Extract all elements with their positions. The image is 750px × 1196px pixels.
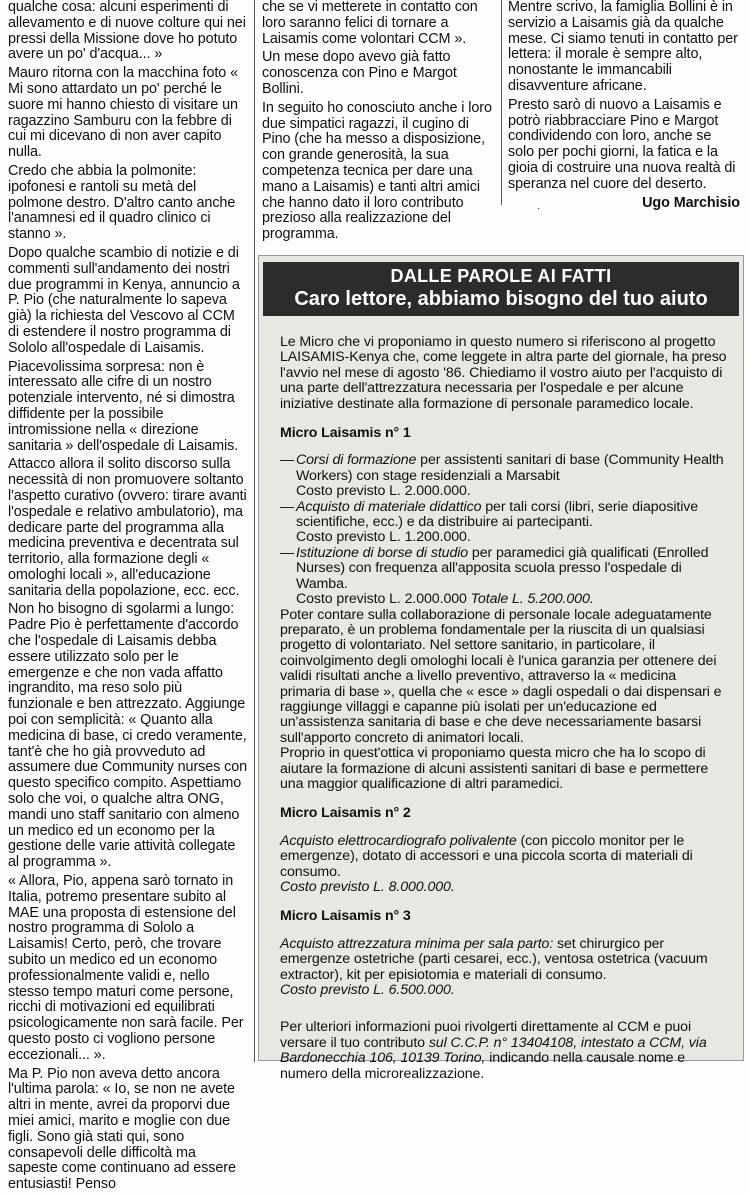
paragraph: Attacco allora il solito discorso sulla necessità di non promuovere soltanto l'aspetto curativo (ovvero: tirare avanti l'ospedale e relativo ambulatorio), ma dedicare parte del programma alla medicina preventiva e decentrata sul territorio, alla formazione degli « omologhi locali », all'educazione sanitaria della popolazione, ecc. ecc. <box>8 456 247 599</box>
micro-3-title: Micro Laisamis n° 3 <box>280 908 411 925</box>
appeal-intro: Le Micro che vi proponiamo in questo numero si riferiscono al progetto LAISAMIS-Kenya che, come leggete in altra parte del giornale, ha preso l'avvio nel mese di agosto '86. Chiediamo il vostro aiuto per l'acquisto di una parte dell'attrezzatura necessaria per l'ospedale e per alcune iniziative destinate alla formazione di personale paramedico locale. <box>280 334 727 412</box>
postal-account: sul C.C.P. n° 13404108, intestato a CCM, via Bardonecchia 106, 10139 Torino, <box>280 1034 707 1067</box>
paragraph: Mauro ritorna con la macchina foto « Mi sono attardato un po' perché le suore mi hanno chiesto di visitare un ragazzino Samburu con la febbre di cui mi dicevano di non aver capito nulla. <box>8 65 238 161</box>
item-cost: Costo previsto L. 8.000.000. <box>280 879 455 895</box>
item-text: per tali corsi (libri, serie diapositive scientifiche, ecc.) e da distribuire ai partecipanti. <box>296 498 699 531</box>
list-item <box>280 453 730 499</box>
item-name: Acquisto attrezzatura minima per sala parto: <box>280 935 554 952</box>
micro-1-paragraph: Poter contare sulla collaborazione di personale locale adeguatamente preparato, è un problema fondamentale per la riuscita di un qualsiasi progetto di volontariato. Nel settore sanitario, in particolare, il coinvolgimento degli omologhi locali è l'unica garanzia per ottenere dei validi risultati anche a livello preventivo, attraverso la « medicina primaria di base », quella che « esce » dagli ospedali o dai dispensari e raggiunge villaggi e capanne più isolati per un'educazione ed un'assistenza sanitaria di base e che deve necessariamente basarsi sull'apporto concreto di animatori locali. <box>280 606 722 746</box>
list-item <box>280 500 730 546</box>
dash: — <box>280 544 295 561</box>
paragraph: In seguito ho conosciuto anche i loro due simpatici ragazzi, il cugino di Pino (che ha messo a disposizione, con grande generosità, la sua competenza tecnica per dare una mano a Laisamis) e tanti altri amici che hanno dato il loro contributo prezioso alla realizzazione del programma. <box>262 99 492 243</box>
paragraph: Piacevolissima sorpresa: non è interessato alle cifre di un nostro potenziale intervento, né si dimostra diffidente per la possibile intromissione nella « direzione sanitaria » dell'ospedale di Laisamis. <box>8 358 239 454</box>
micro-1-total: Totale L. 5.200.000. <box>470 591 594 608</box>
author-signature: Ugo Marchisio <box>642 194 740 211</box>
paragraph: Ma P. Pio non aveva detto ancora l'ultima parola: « Io, se non ne avete altri in mente, avrei da proporvi due miei amici, marito e moglie con due figli. Sono già stati qui, sono consapevoli delle difficoltà ma sapeste come continuano ad essere entusiasti! Penso <box>8 1065 236 1193</box>
item-name: Acquisto elettrocardiografo polivalente <box>280 832 517 849</box>
micro-2-title: Micro Laisamis n° 2 <box>280 805 411 822</box>
footer-text: indicando nella causale nome e numero della microrealizzazione. <box>280 1050 686 1082</box>
paragraph: che se vi metterete in contatto con loro saranno felici di tornare a Laisamis come volontari CCM ». <box>262 0 478 47</box>
paragraph: Non ho bisogno di sgolarmi a lungo: Padre Pio è perfettamente d'accordo che l'ospedale di Laisamis debba essere utilizzato solo per le emergenze e che non vada affatto ingrandito, ma reso solo più funzionale e ben attrezzato. Aggiunge poi con semplicità: « Quanto alla medicina di base, ci credo veramente, tant'è che ho già provveduto ad assumere due Community nurses con questo specifico compito. Aspettiamo solo che voi, o qualche altra ONG, mandi uno staff sanitario con almeno un medico ed un economo per la gestione delle varie attività collegate al programma ». <box>8 601 248 871</box>
item-name: Acquisto di materiale didattico <box>296 498 482 515</box>
article-column-2 <box>262 0 494 246</box>
paragraph: Mentre scrivo, la famiglia Bollini è in servizio a Laisamis già da qualche mese. Ci siamo tenuti in contatto per lettera: il morale è sempre alto, nonostante le immancabili disavventure africane. <box>508 0 738 94</box>
list-item <box>280 546 730 608</box>
paragraph: « Allora, Pio, appena sarò tornato in Italia, potremo presentare subito al MAE una proposta di estensione del nostro programma di Sololo a Laisamis! Certo, però, che trovare subito un medico ed un economo professionalmente validi e, nello stesso tempo maturi come persone, ricchi di motivazioni ed equilibrati psicologicamente non sarà facile. Per questo posto ci vogliono persone eccezionali... ». <box>8 873 244 1063</box>
dash: — <box>280 452 295 469</box>
speck: · <box>537 203 541 214</box>
item-cost: Costo previsto L. 6.500.000. <box>280 982 455 999</box>
item-cost: Costo previsto L. 2.000.000 <box>296 591 467 608</box>
appeal-body <box>280 335 730 1082</box>
item-name: Istituzione di borse di studio <box>296 544 469 561</box>
paragraph: Credo che abbia la polmonite: ipofonesi e rantoli su metà del polmone destro. D'altro canto anche l'anamnesi ed il quadro clinico ci stanno ». <box>8 162 236 243</box>
paragraph: qualche cosa: alcuni esperimenti di allevamento e di nuove colture qui nei pressi della Missione dove ho potuto avere un po' d'acqua... » <box>8 0 246 63</box>
item-text: set chirurgico per emergenze ostetriche (parti cesarei, ecc.), ventosa ostetrica (vacuum extractor), kit per episiotomia e materiali di consumo. <box>280 935 708 983</box>
micro-1-title: Micro Laisamis n° 1 <box>280 425 411 442</box>
item-name: Corsi di formazione <box>296 452 417 469</box>
appeal-kicker: DALLE PAROLE AI FATTI <box>390 266 612 286</box>
appeal-header <box>263 262 739 316</box>
paragraph: Presto sarò di nuovo a Laisamis e potrò riabbracciare Pino e Margot condividendo con loro, anche se solo per pochi giorni, la fatica e la gioia di costruire una nuova realtà di speranza nel cuore del deserto. <box>508 96 736 192</box>
item-text: per assistenti sanitari di base (Community Health Workers) con stage residenziali a Marsabit <box>296 452 724 484</box>
micro-1-paragraph: Proprio in quest'ottica vi proponiamo questa micro che ha lo scopo di aiutare la formazione di alcuni assistenti sanitari di base e permettere una maggior qualificazione di altri paramedici. <box>280 745 709 792</box>
item-cost: Costo previsto L. 1.200.000. <box>296 529 471 546</box>
paragraph: Un mese dopo avevo già fatto conoscenza con Pino e Margot Bollini. <box>262 49 457 97</box>
dash: — <box>280 498 295 515</box>
column-rule <box>254 0 255 1062</box>
item-text: (con piccolo monitor per le emergenze), dotato di accessori e una piccola scorta di materiali di consumo. <box>280 832 693 880</box>
paragraph: Dopo qualche scambio di notizie e di commenti sull'andamento dei nostri due programmi in Kenya, annuncio a P. Pio (che naturalmente lo sapeva già) la richiesta del Vescovo al CCM di estendere il nostro programma di Sololo all'ospedale di Laisamis. <box>8 244 240 356</box>
appeal-headline: Caro lettore, abbiamo bisogno del tuo aiuto <box>294 288 708 310</box>
article-column-3 <box>508 0 740 211</box>
item-cost: Costo previsto L. 2.000.000. <box>296 483 471 500</box>
micro-3-description <box>280 937 730 999</box>
article-column-1 <box>8 0 248 1196</box>
micro-2-description <box>280 834 730 896</box>
item-text: per paramedici già qualificati (Enrolled Nurses) con frequenza all'apposita scuola presso l'ospedale di Wamba. <box>296 544 709 592</box>
footer-text: Per ulteriori informazioni puoi rivolgerti direttamente al CCM e puoi versare il tuo contributo <box>280 1019 692 1051</box>
column-rule <box>501 0 502 205</box>
